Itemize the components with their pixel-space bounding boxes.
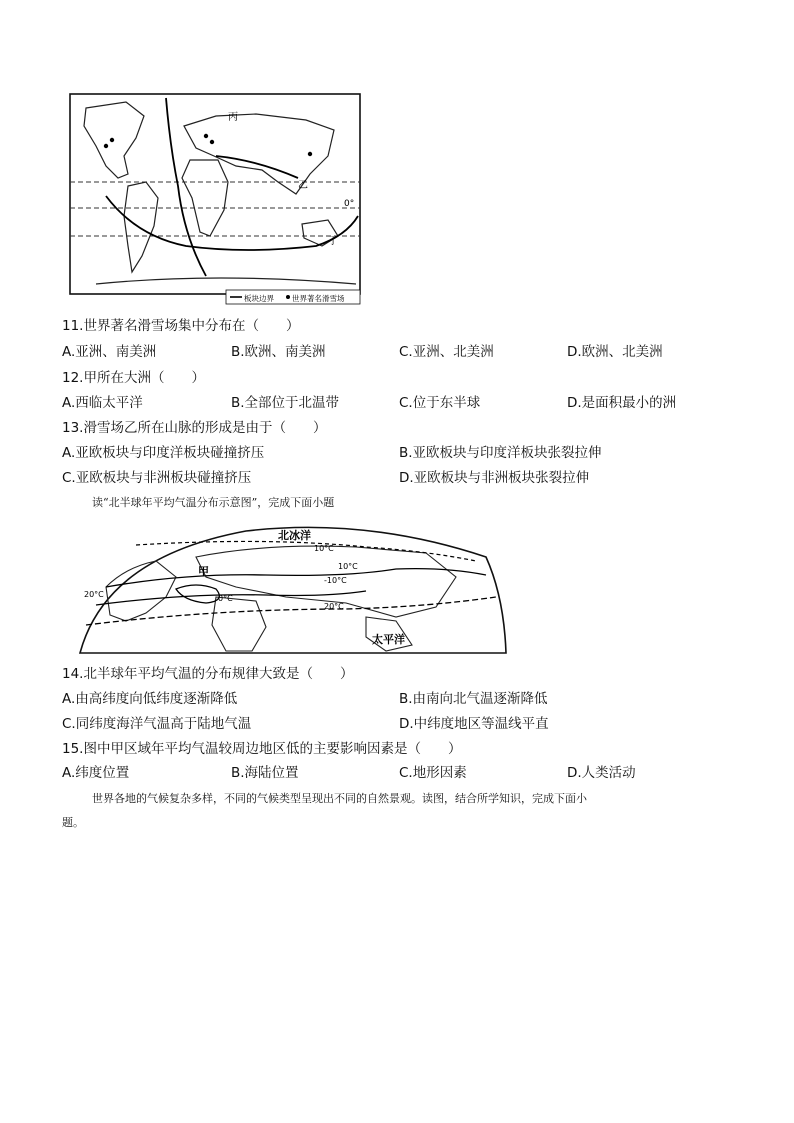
q13-option-b: B.亚欧板块与印度洋板块张裂拉伸 (399, 445, 602, 461)
question-11-stem: 11.世界著名滑雪场集中分布在（ ） (62, 318, 300, 334)
question-15-stem: 15.图中甲区域年平均气温较周边地区低的主要影响因素是（ ） (62, 741, 462, 757)
question-14-stem: 14.北半球年平均气温的分布规律大致是（ ） (62, 666, 354, 682)
q13-option-a: A.亚欧板块与印度洋板块碰撞挤压 (62, 445, 265, 461)
q14-option-a: A.由高纬度向低纬度逐渐降低 (62, 691, 238, 707)
label-equator: 0° (344, 199, 355, 209)
legend-dot-icon (286, 295, 290, 299)
q15-option-c: C.地形因素 (399, 765, 467, 781)
temperature-map (66, 517, 510, 657)
intro-climate-line1: 世界各地的气候复杂多样，不同的气候类型呈现出不同的自然景观。读图，结合所学知识，完成下面小 (92, 792, 587, 805)
label-jia: 甲 (198, 565, 209, 578)
q12-option-b: B.全部位于北温带 (231, 395, 340, 411)
q12-option-a: A.西临太平洋 (62, 395, 143, 411)
question-13-stem: 13.滑雪场乙所在山脉的形成是由于（ ） (62, 420, 327, 436)
label-ding: 丁 (328, 236, 338, 247)
label-10c-north: 10°C (314, 544, 334, 553)
label-0c: 0°C (218, 594, 233, 603)
q14-option-c: C.同纬度海洋气温高于陆地气温 (62, 716, 252, 732)
q13-option-c: C.亚欧板块与非洲板块碰撞挤压 (62, 470, 252, 486)
q11-option-d: D.欧洲、北美洲 (567, 344, 663, 360)
intro-climate-line2: 题。 (62, 816, 84, 829)
question-12-stem: 12.甲所在大洲（ ） (62, 370, 205, 386)
label-yi: 乙 (298, 180, 308, 191)
q11-option-c: C.亚洲、北美洲 (399, 344, 494, 360)
q12-option-c: C.位于东半球 (399, 395, 481, 411)
legend-ski: 世界著名滑雪场 (292, 294, 345, 303)
q11-option-a: A.亚洲、南美洲 (62, 344, 157, 360)
intro-temperature-map: 读“北半球年平均气温分布示意图”，完成下面小题 (92, 496, 335, 509)
q15-option-d: D.人类活动 (567, 765, 636, 781)
label-20c-west: 20°C (84, 590, 104, 599)
q13-option-d: D.亚欧板块与非洲板块张裂拉伸 (399, 470, 590, 486)
label-minus10c: -10°C (324, 576, 347, 585)
world-plate-map (66, 86, 366, 306)
q14-option-b: B.由南向北气温逐渐降低 (399, 691, 548, 707)
label-pacific-ocean: 太平洋 (372, 633, 405, 646)
q15-option-b: B.海陆位置 (231, 765, 299, 781)
label-bing: 丙 (228, 112, 238, 123)
q14-option-d: D.中纬度地区等温线平直 (399, 716, 549, 732)
label-arctic-ocean: 北冰洋 (278, 529, 311, 542)
label-10c-mid: 10°C (338, 562, 358, 571)
q15-option-a: A.纬度位置 (62, 765, 130, 781)
legend-boundary: 板块边界 (244, 294, 274, 303)
q12-option-d: D.是面积最小的洲 (567, 395, 677, 411)
label-20c-east: 20°C (324, 602, 344, 611)
q11-option-b: B.欧洲、南美洲 (231, 344, 326, 360)
